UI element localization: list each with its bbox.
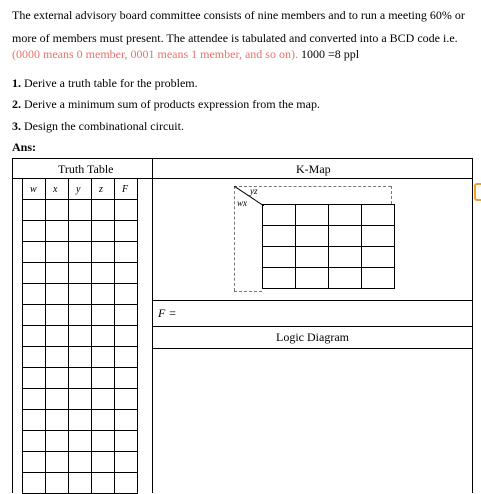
kmap-cell — [262, 267, 296, 289]
truth-row-line-14 — [22, 472, 138, 473]
kmap-cell — [262, 246, 296, 268]
truth-row-line-6 — [22, 304, 138, 305]
table-right-border — [472, 158, 473, 493]
intro-line-3 — [12, 47, 359, 61]
task-3 — [12, 119, 184, 133]
truth-col-line-1 — [45, 178, 46, 493]
task-1 — [12, 76, 198, 90]
truth-row-line-8 — [22, 346, 138, 347]
truth-row-line-0 — [22, 178, 138, 179]
truth-col-line-2 — [68, 178, 69, 493]
kmap-cell — [328, 225, 362, 247]
truth-header-y: y — [76, 184, 81, 195]
logic-header-bottom-border — [152, 348, 472, 349]
task-3-text: Design the combinational circuit. — [24, 119, 184, 133]
kmap-row-vars: wx — [237, 198, 247, 208]
kmap-cell — [361, 267, 395, 289]
kmap-cell — [295, 204, 329, 226]
kmap-title: K-Map — [296, 162, 331, 176]
truth-row-line-7 — [22, 325, 138, 326]
f-row-bottom-border — [152, 326, 472, 327]
kmap-cell — [262, 204, 296, 226]
task-1-text: Derive a truth table for the problem. — [24, 76, 198, 90]
truth-header-F: F — [122, 184, 129, 195]
truth-row-line-4 — [22, 262, 138, 263]
truth-row-line-9 — [22, 367, 138, 368]
logic-diagram-title: Logic Diagram — [276, 330, 349, 344]
truth-row-line-2 — [22, 220, 138, 221]
ans-label: Ans: — [12, 140, 37, 154]
truth-row-line-1 — [22, 199, 138, 200]
truth-row-line-13 — [22, 451, 138, 452]
kmap-bottom-border — [152, 300, 472, 301]
truth-col-line-3 — [91, 178, 92, 493]
f-expression-label: F = — [158, 306, 177, 320]
table-top-border — [12, 158, 473, 159]
kmap-cell — [262, 225, 296, 247]
truth-header-z: z — [99, 184, 103, 195]
kmap-cell — [328, 267, 362, 289]
kmap-col-vars: yz — [250, 186, 258, 196]
edge-bracket-marker — [474, 183, 481, 201]
task-3-number: 3. — [12, 119, 21, 133]
truth-col-line-4 — [114, 178, 115, 493]
bcd-example-text: (0000 means 0 member, 0001 means 1 member, and so on). — [12, 47, 298, 61]
truth-row-line-3 — [22, 241, 138, 242]
kmap-cell — [361, 225, 395, 247]
bcd-nine-people: 1000 =8 ppl — [297, 47, 360, 61]
truth-row-line-12 — [22, 430, 138, 431]
truth-col-line-5 — [137, 178, 138, 493]
truth-row-line-11 — [22, 409, 138, 410]
kmap-cell — [295, 246, 329, 268]
task-2-text: Derive a minimum sum of products expression from the map. — [24, 97, 320, 111]
table-left-border — [12, 158, 13, 493]
kmap-cell — [328, 204, 362, 226]
truth-table-title: Truth Table — [58, 162, 114, 176]
truth-header-w: w — [30, 184, 37, 195]
task-1-number: 1. — [12, 76, 21, 90]
intro-line-2: more of members must present. The attendee is tabulated and converted into a BCD code i.e. — [12, 31, 458, 45]
truth-header-x: x — [53, 184, 58, 195]
truth-row-line-10 — [22, 388, 138, 389]
truth-row-line-5 — [22, 283, 138, 284]
kmap-cell — [295, 225, 329, 247]
task-2 — [12, 97, 320, 111]
kmap-dashed-right — [391, 186, 392, 204]
kmap-cell — [295, 267, 329, 289]
kmap-dashed-bottom — [234, 291, 262, 292]
kmap-cell — [328, 246, 362, 268]
task-2-number: 2. — [12, 97, 21, 111]
truth-col-line-0 — [22, 178, 23, 493]
kmap-cell — [361, 246, 395, 268]
intro-line-1: The external advisory board committee consists of nine members and to run a meeting 60% or — [12, 8, 465, 22]
kmap-cell — [361, 204, 395, 226]
